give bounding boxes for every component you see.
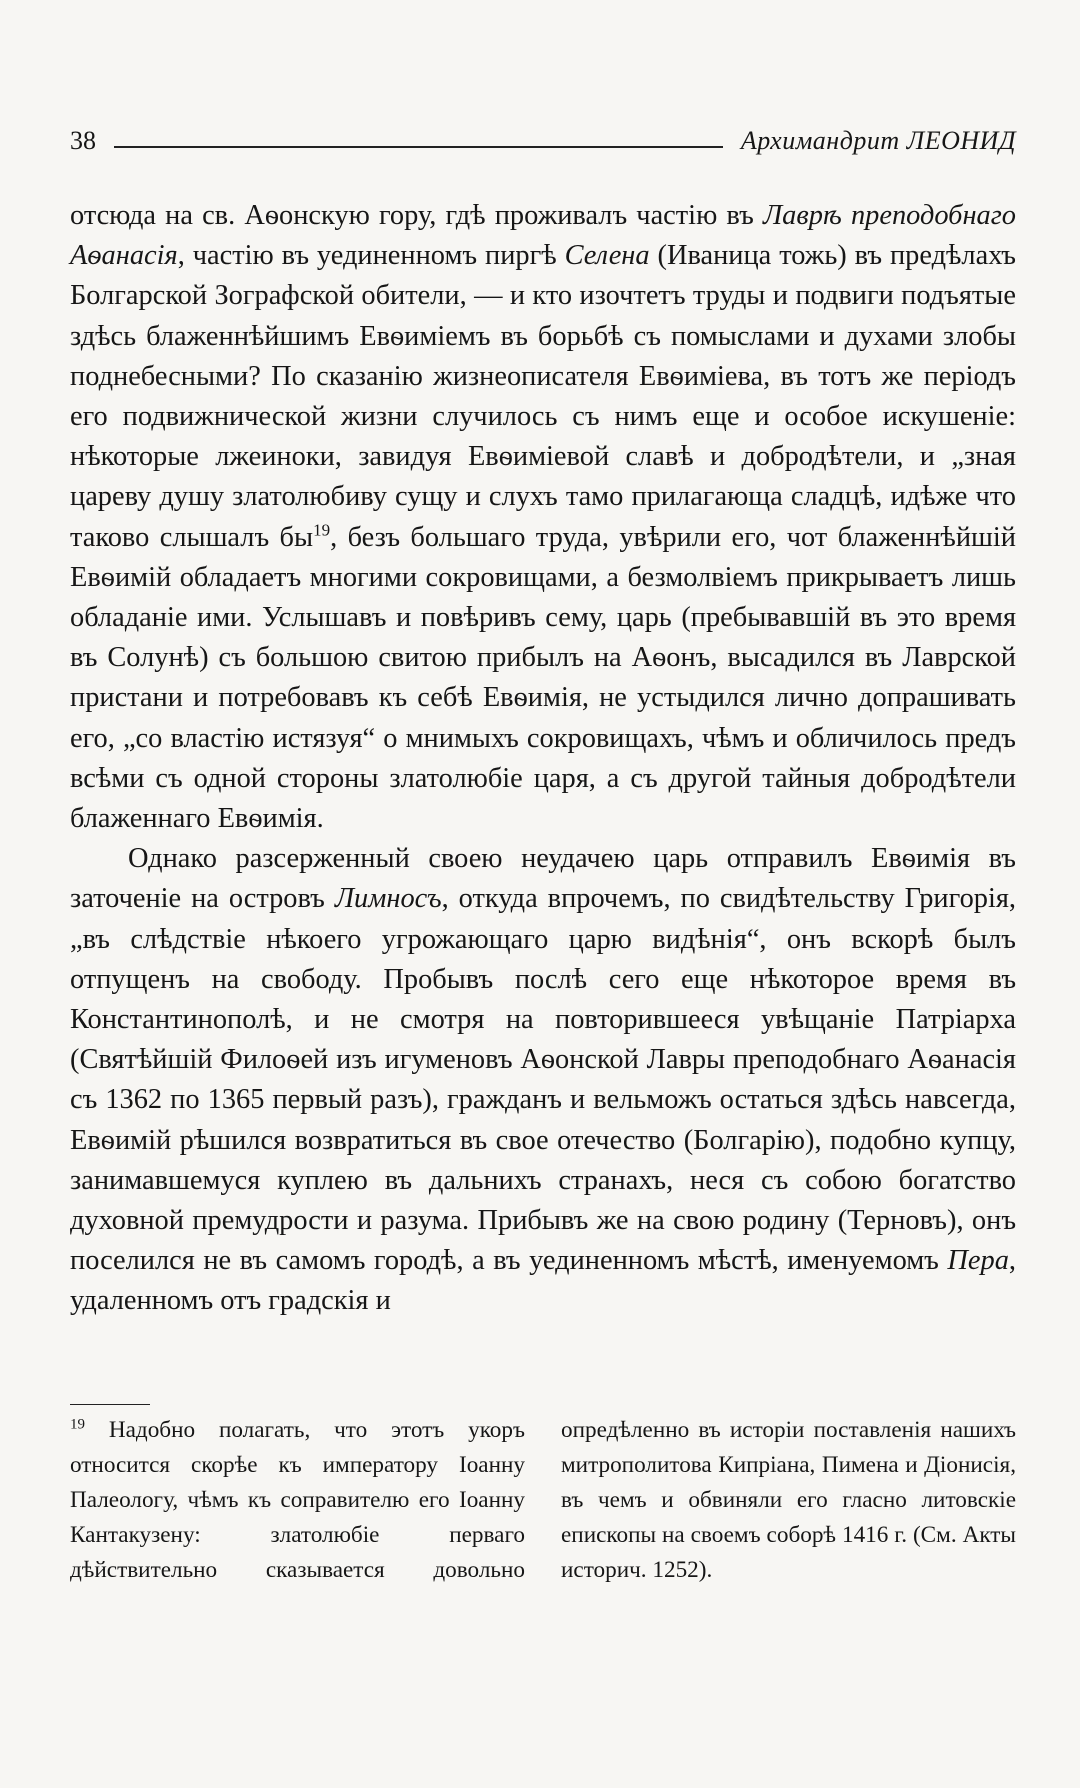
p1-text-1: отсюда на св. Аѳонскую гору, гдѣ проживалъ частію въ [70, 200, 763, 231]
footnote-19 [70, 1413, 1016, 1588]
footnote-marker: 19 [70, 1415, 85, 1432]
page-number: 38 [70, 126, 96, 155]
paragraph-2 [70, 839, 1016, 1321]
footnote-reference[interactable]: 19 [313, 520, 331, 540]
p2-text-3: , удаленномъ отъ градскія и [70, 1245, 1016, 1317]
p1-text-3: (Иваница тожь) въ предѣлахъ Болгарской Зографской обители, — и кто изочтетъ труды и подвиги подъятые здѣсь блаженнѣйшимъ Евѳиміемъ въ борьбѣ съ помыслами и духами злобы поднебесными? По сказанію жизнеописателя Евѳиміева, въ тотъ же періодъ его подвижнической жизни случилось съ нимъ еще и особое искушеніе: нѣкоторые лжеиноки, завидуя Евѳиміевой славѣ и добродѣтели, и „зная цареву душу златолюбиву сущу и слухъ тамо прилагающа сладцѣ, идѣже что таково слышалъ бы [70, 240, 1016, 553]
running-title: Архимандрит ЛЕОНИД [740, 126, 1016, 155]
p1-italic-1: Лаврѣ преподобнаго Аѳанасія [70, 200, 1016, 272]
p2-text-2: , откуда впрочемъ, по свидѣтельству Григорія, „въ слѣдствіе нѣкоего угрожающаго царю видѣнія“, онъ вскорѣ былъ отпущенъ на свободу. Пробывъ послѣ сего еще нѣкоторое время въ Константинополѣ, и не смотря на повторившееся увѣщаніе Патріарха (Святѣйшій Филоѳей изъ игуменовъ Аѳонской Лавры преподобнаго Аѳанасія съ 1362 по 1365 первый разъ), гражданъ и вельможъ остаться здѣсь навсегда, Евѳимій рѣшился возвратиться въ свое отечество (Болгарію), подобно купцу, занимавшемуся куплею въ дальнихъ странахъ, неся съ собою богатство духовной премудрости и разума. Прибывъ же на свою родину (Терновъ), онъ поселился не въ самомъ городѣ, а въ уединенномъ мѣстѣ, именуемомъ [70, 883, 1016, 1277]
book-page [70, 118, 1016, 1588]
p1-text-2: , частію въ уединенномъ пиргѣ [177, 240, 565, 272]
p2-italic-1: Лимносъ [334, 883, 442, 915]
running-head [70, 118, 1016, 156]
p1-italic-2: Селена [564, 240, 650, 272]
p2-text-1: Однако разсерженный своею неудачею царь отправилъ Евѳимія въ заточеніе на островъ [70, 843, 1016, 915]
body-text [70, 196, 1016, 1322]
header-rule [114, 146, 723, 148]
p1-text-4: , безъ большаго труда, увѣрили его, чот блаженнѣйшій Евѳимій обладаетъ многими сокровищами, а безмолвіемъ прикрываетъ лишь обладаніе ими. Услышавъ и повѣривъ сему, царь (пребывавшій въ это время въ Солунѣ) съ большою свитою прибылъ на Аѳонъ, высадился въ Лаврской пристани и потребовавъ къ себѣ Евѳимія, не устыдился лично допрашивать его, „со властію истязуя“ о мнимыхъ сокровищахъ, чѣмъ и обличилось предъ всѣми съ одной стороны златолюбіе царя, а съ другой тайныя добродѣтели блаженнаго Евѳимія. [70, 521, 1016, 835]
footnote-rule [70, 1404, 150, 1405]
paragraph-1 [70, 196, 1016, 839]
p2-italic-2: Пера [947, 1245, 1009, 1277]
footnote-text: Надобно полагать, что этотъ укоръ относится скорѣе къ императору Іоанну Палеологу, чѣмъ къ соправителю его Іоанну Кантакузену: златолюбіе перваго дѣйствительно сказывается довольно опредѣленно въ исторіи поставленія нашихъ митрополитова Кипріана, Пимена и Діонисія, въ чемъ и обвиняли его гласно литовскіе епископы на своемъ соборѣ 1416 г. (См. Акты историч. 1252). [70, 1416, 1016, 1583]
